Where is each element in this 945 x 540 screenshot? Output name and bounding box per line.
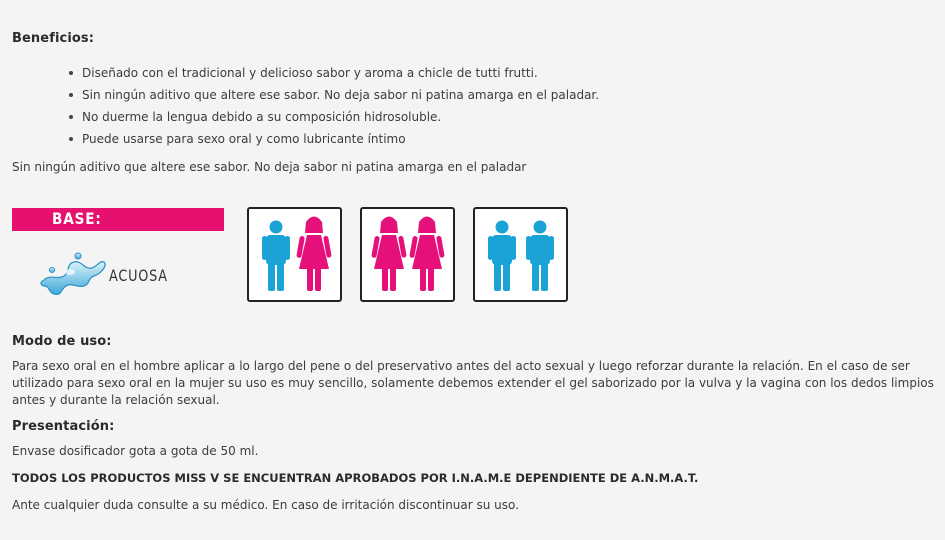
woman-figure bbox=[371, 217, 407, 292]
man-man-icon bbox=[473, 207, 568, 302]
man-woman-icon bbox=[247, 207, 342, 302]
modo-de-uso-heading: Modo de uso: bbox=[12, 334, 112, 349]
base-bar bbox=[12, 208, 224, 231]
advertencia-text: Ante cualquier duda consulte a su médico. En caso de irritación discontinuar su uso. bbox=[12, 498, 519, 512]
presentacion-text: Envase dosificador gota a gota de 50 ml. bbox=[12, 444, 259, 458]
list-item: Diseñado con el tradicional y delicioso sabor y aroma a chicle de tutti frutti. bbox=[82, 62, 599, 84]
aprobacion-notice: TODOS LOS PRODUCTOS MISS V SE ENCUENTRAN APROBADOS POR I.N.A.M.E DEPENDIENTE DE A.N.M.A.T. bbox=[12, 471, 699, 485]
beneficios-list bbox=[12, 62, 599, 150]
woman-figure bbox=[409, 217, 445, 292]
water-splash-icon bbox=[40, 250, 108, 298]
list-item: Sin ningún aditivo que altere ese sabor. No deja sabor ni patina amarga en el paladar. bbox=[82, 84, 599, 106]
man-figure bbox=[488, 221, 516, 292]
man-figure bbox=[262, 221, 290, 292]
woman-figure bbox=[296, 217, 332, 292]
base-label: BASE: bbox=[52, 209, 102, 228]
list-item: No duerme la lengua debido a su composición hidrosoluble. bbox=[82, 106, 599, 128]
presentacion-heading: Presentación: bbox=[12, 419, 115, 434]
beneficios-note: Sin ningún aditivo que altere ese sabor. No deja sabor ni patina amarga en el paladar bbox=[12, 160, 527, 174]
woman-woman-icon bbox=[360, 207, 455, 302]
list-item: Puede usarse para sexo oral y como lubricante íntimo bbox=[82, 128, 599, 150]
beneficios-heading: Beneficios: bbox=[12, 31, 95, 46]
modo-de-uso-text: Para sexo oral en el hombre aplicar a lo largo del pene o del preservativo antes del acto sexual y luego reforzar durante la relación. En el caso de ser utilizado para sexo oral en la mujer su uso es muy sencillo, solamente debemos extender el gel saborizado por la vulva y la vagina con los dedos limpios antes y durante la relación sexual. bbox=[12, 359, 934, 407]
base-banner bbox=[12, 208, 224, 298]
man-figure bbox=[526, 221, 554, 292]
base-type-label: ACUOSA bbox=[109, 266, 168, 285]
